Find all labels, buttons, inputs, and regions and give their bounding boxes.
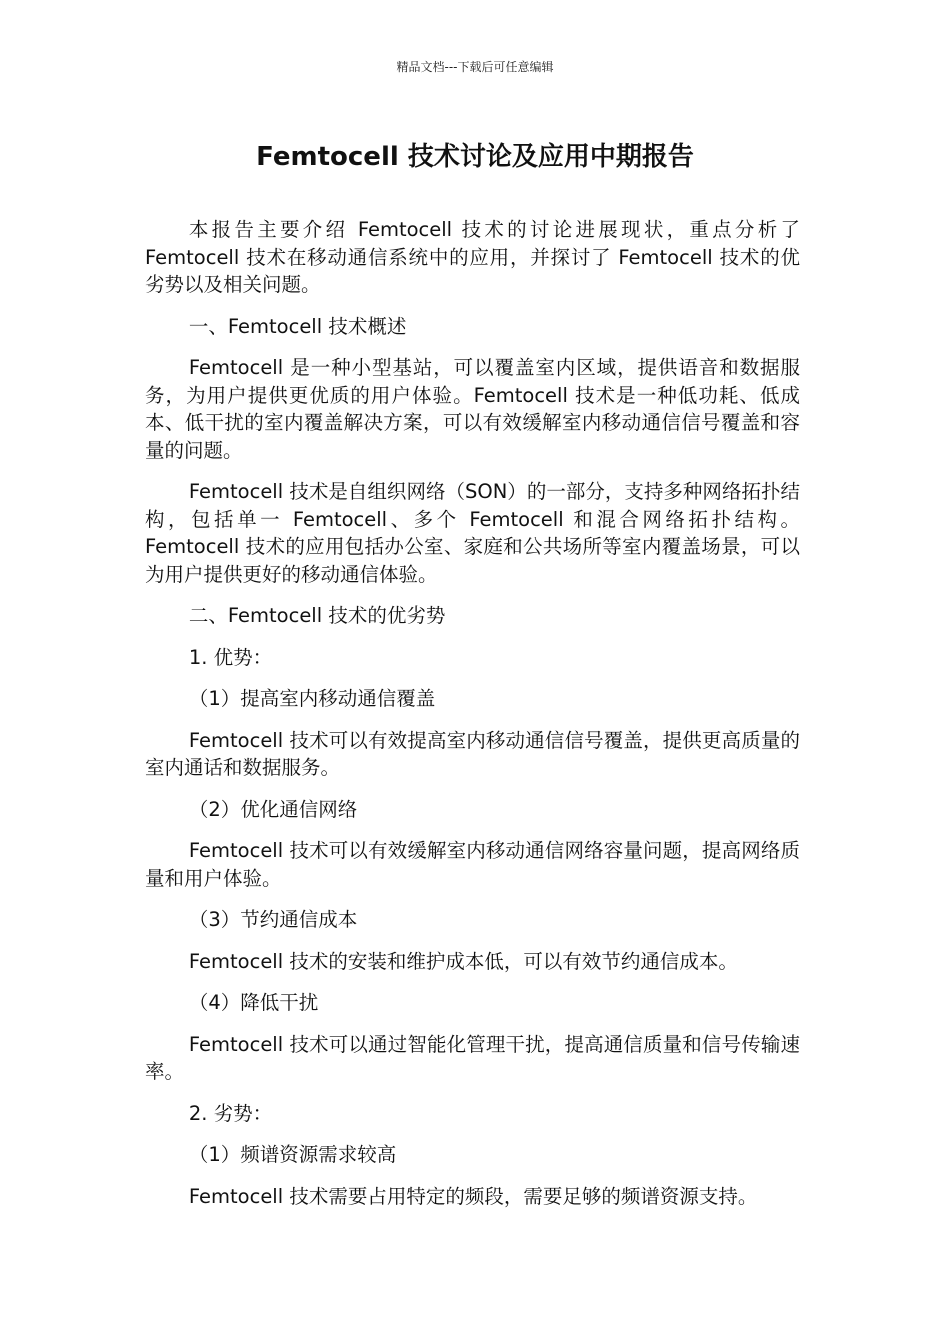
advantage-4-heading: （4）降低干扰 [188,991,319,1014]
disadvantage-1-heading: （1）频谱资源需求较高 [188,1143,397,1166]
advantage-1-text: Femtocell 技术可以有效提高室内移动通信信号覆盖，提供更高质量的室内通话和数据服务。 [145,728,800,779]
advantage-4-text: Femtocell 技术可以通过智能化管理干扰，提高通信质量和信号传输速率。 [145,1032,800,1083]
overview-paragraph-2: Femtocell 技术是自组织网络（SON）的一部分，支持多种网络拓扑结构，包括单一 Femtocell、多个 Femtocell 和混合网络拓扑结构。Femtocell 技术的应用包括办公室、家庭和公共场所等室内覆盖场景，可以为用户提供更好的移动通信体验。 [145,480,800,586]
overview-paragraph-1: Femtocell 是一种小型基站，可以覆盖室内区域，提供语音和数据服务，为用户提供更优质的用户体验。Femtocell 技术是一种低功耗、低成本、低干扰的室内覆盖解决方案，可以有效缓解室内移动通信信号覆盖和容量的问题。 [145,356,800,462]
section-heading-overview: 一、Femtocell 技术概述 [188,314,407,338]
header-note: 精品文档---下载后可任意编辑 [396,60,554,74]
advantage-3-heading: （3）节约通信成本 [188,908,358,931]
advantage-1-heading: （1）提高室内移动通信覆盖 [188,687,436,710]
subheading-disadvantages: 2. 劣势： [188,1101,273,1125]
subheading-advantages: 1. 优势： [188,645,273,669]
document-title: Femtocell 技术讨论及应用中期报告 [256,142,694,172]
advantage-2-text: Femtocell 技术可以有效缓解室内移动通信网络容量问题，提高网络质量和用户体验。 [145,839,800,890]
advantage-2-heading: （2）优化通信网络 [188,797,358,821]
document-body [145,216,800,1224]
intro-paragraph: 本报告主要介绍 Femtocell 技术的讨论进展现状，重点分析了 Femtocell 技术在移动通信系统中的应用，并探讨了 Femtocell 技术的优劣势以及相关问题。 [145,218,800,296]
disadvantage-1-text: Femtocell 技术需要占用特定的频段，需要足够的频谱资源支持。 [188,1184,758,1208]
advantage-3-text: Femtocell 技术的安装和维护成本低，可以有效节约通信成本。 [188,949,738,973]
section-heading-pros-cons: 二、Femtocell 技术的优劣势 [188,604,446,627]
